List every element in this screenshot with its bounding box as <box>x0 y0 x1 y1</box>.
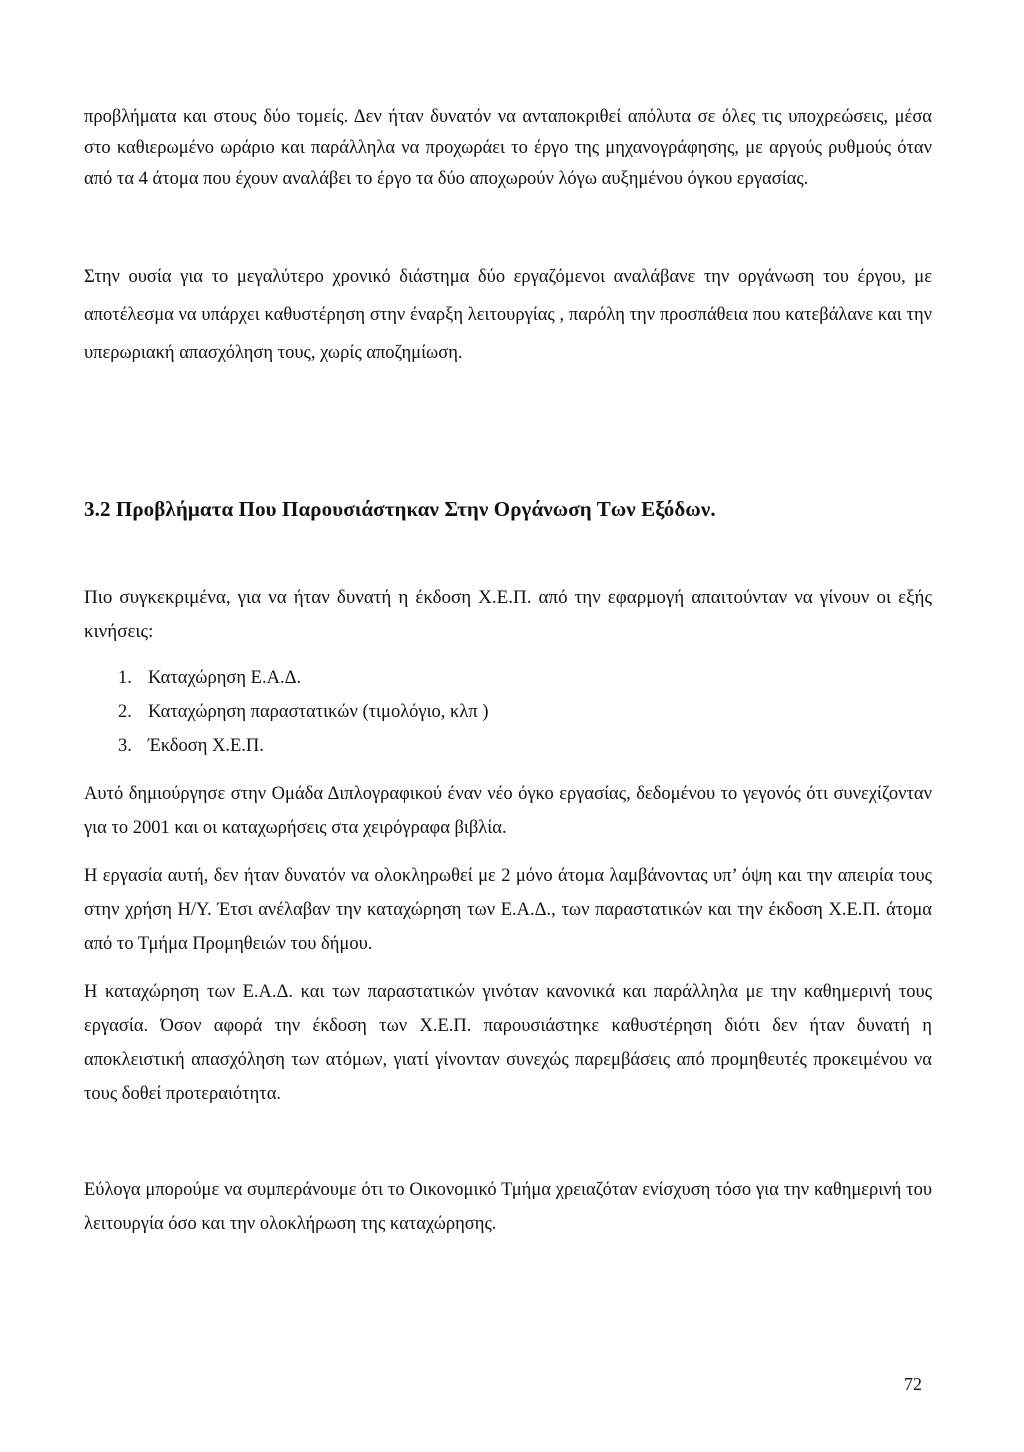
paragraph-delays: Η καταχώρηση των Ε.Α.Δ. και των παραστατικών γινόταν κανονικά και παράλληλα με την καθημερινή τους εργασία. Όσον αφορά την έκδοση των Χ.Ε.Π. παρουσιάστηκε καθυστέρηση διότι δεν ήταν δυνατή η αποκλειστική απασχόληση των ατόμων, γιατί γίνονταν συνεχώς παρεμβάσεις από προμηθευτές προκειμένου να τους δοθεί προτεραιότητα. <box>84 982 932 1104</box>
list-item-text: Καταχώρηση Ε.Α.Δ. <box>148 668 302 688</box>
list-item-text: Καταχώρηση παραστατικών (τιμολόγιο, κλπ ) <box>148 702 489 722</box>
section-heading: 3.2 Προβλήματα Που Παρουσιάστηκαν Στην Οργάνωση Των Εξόδων. <box>84 497 716 521</box>
list-item <box>118 695 488 729</box>
page-number: 72 <box>904 1374 922 1394</box>
list-item <box>118 661 488 695</box>
paragraph-workload: Αυτό δημιούργησε στην Ομάδα Διπλογραφικού έναν νέο όγκο εργασίας, δεδομένου το γεγονός ότι συνεχίζονταν για το 2001 και οι καταχωρήσεις στα χειρόγραφα βιβλία. <box>84 784 932 838</box>
paragraph-problems-intro: προβλήματα και στους δύο τομείς. Δεν ήταν δυνατόν να ανταποκριθεί απόλυτα σε όλες τις υποχρεώσεις, μέσα στο καθιερωμένο ωράριο και παράλληλα να προχωράει το έργο της μηχανογράφησης, με αργούς ρυθμούς όταν από τα 4 άτομα που έχουν αναλάβει το έργο τα δύο αποχωρούν λόγω αυξημένου όγκου εργασίας. <box>84 107 932 189</box>
list-item-number: 1. <box>118 668 132 688</box>
paragraph-required-steps: Πιο συγκεκριμένα, για να ήταν δυνατή η έκδοση Χ.Ε.Π. από την εφαρμογή απαιτούνταν να γίνουν οι εξής κινήσεις: <box>84 587 932 642</box>
list-item-number: 2. <box>118 702 132 722</box>
paragraph-conclusion: Εύλογα μπορούμε να συμπεράνουμε ότι το Οικονομικό Τμήμα χρειαζόταν ενίσχυση τόσο για την καθημερινή του λειτουργία όσο και την ολοκλήρωση της καταχώρησης. <box>84 1180 932 1234</box>
steps-list <box>118 661 488 763</box>
list-item-number: 3. <box>118 736 132 756</box>
list-item <box>118 729 488 763</box>
paragraph-staff-shortage: Στην ουσία για το μεγαλύτερο χρονικό διάστημα δύο εργαζόμενοι αναλάβανε την οργάνωση του έργου, με αποτέλεσμα να υπάρχει καθυστέρηση στην έναρξη λειτουργίας , παρόλη την προσπάθεια που κατεβάλανε και την υπερωριακή απασχόληση τους, χωρίς αποζημίωση. <box>84 267 932 363</box>
paragraph-procurement-staff: Η εργασία αυτή, δεν ήταν δυνατόν να ολοκληρωθεί με 2 μόνο άτομα λαμβάνοντας υπ’ όψη και την απειρία τους στην χρήση Η/Υ. Έτσι ανέλαβαν την καταχώρηση των Ε.Α.Δ., των παραστατικών και την έκδοση Χ.Ε.Π. άτομα από το Τμήμα Προμηθειών του δήμου. <box>84 866 932 954</box>
list-item-text: Έκδοση Χ.Ε.Π. <box>148 736 264 756</box>
